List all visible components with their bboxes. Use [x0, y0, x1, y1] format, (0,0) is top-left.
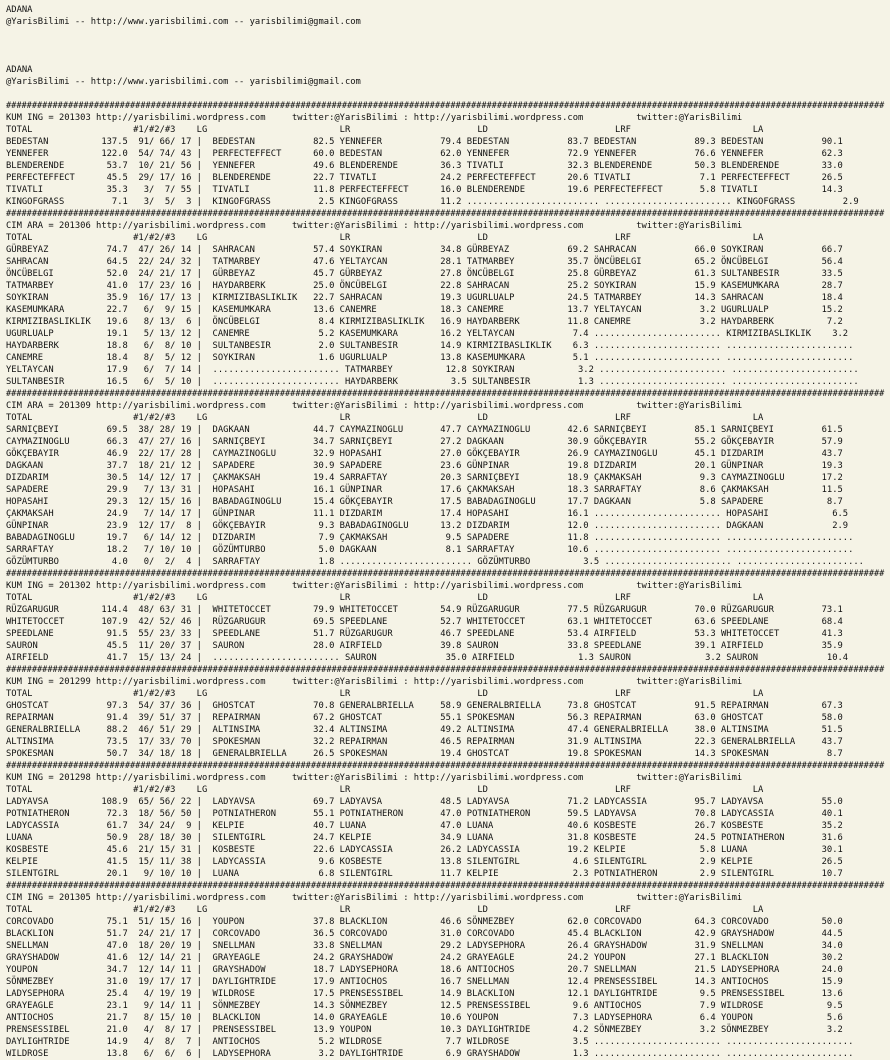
table-row: ÖNCÜBELGI 52.0 24/ 21/ 17 | GÜRBEYAZ 45.7 GÜRBEYAZ 27.8 ÖNCÜBELGI 25.8 GÜRBEYAZ 61.3 SULTANBESIR 33.5	[6, 269, 843, 279]
table-row: CANEMRE 18.4 8/ 5/ 12 | SOYKIRAN 1.6 UGURLUALP 13.8 KASEMUMKARA 5.1 ........................ ........................	[6, 353, 854, 363]
spacer	[6, 40, 890, 52]
table-row: DIZDARIM 30.5 14/ 12/ 17 | ÇAKMAKSAH 19.4 SARRAFTAY 20.3 SARNIÇBEYI 18.9 ÇAKMAKSAH 9.3 CAYMAZINOGLU 17.2	[6, 473, 843, 483]
table-row: GRAYSHADOW 41.6 12/ 14/ 21 | GRAYEAGLE 24.2 GRAYSHADOW 24.2 GRAYEAGLE 24.2 YOUPON 27.1 BLACKLION 30.2	[6, 953, 843, 963]
table-row: LUANA 50.9 28/ 18/ 30 | SILENTGIRL 24.7 KELPIE 34.9 LUANA 31.8 KOSBESTE 24.5 POTNIATHERON 31.6	[6, 833, 843, 843]
table-row: LADYSEPHORA 25.4 4/ 19/ 19 | WILDROSE 17.5 PRENSESSIBEL 14.9 BLACKLION 12.1 DAYLIGHTRIDE 9.5 PRENSESSIBEL 13.6	[6, 989, 843, 999]
table-row: GHOSTCAT 97.3 54/ 37/ 36 | GHOSTCAT 70.8 GENERALBRIELLA 58.9 GENERALBRIELLA 73.8 GHOSTCAT 91.5 REPAIRMAN 67.3	[6, 701, 843, 711]
table-row: TIVATLI 35.3 3/ 7/ 55 | TIVATLI 11.8 PERFECTEFFECT 16.0 BLENDERENDE 19.6 PERFECTEFFECT 5.8 TIVATLI 14.3	[6, 185, 843, 195]
column-header-row: TOTAL #1/#2/#3 LG LR LD LRF LA	[6, 233, 764, 243]
separator-rule: ##########################################################################################################################################################################	[6, 881, 885, 891]
separator-rule: ##########################################################################################################################################################################	[6, 389, 885, 399]
separator-rule: ##########################################################################################################################################################################	[6, 101, 885, 111]
column-header-row: TOTAL #1/#2/#3 LG LR LD LRF LA	[6, 689, 764, 699]
table-row: GÖKÇEBAYIR 46.9 22/ 17/ 28 | CAYMAZINOGLU 32.9 HOPASAHI 27.0 GÖKÇEBAYIR 26.9 CAYMAZINOGLU 45.1 DIZDARIM 43.7	[6, 449, 843, 459]
table-row: SPEEDLANE 91.5 55/ 23/ 33 | SPEEDLANE 51.7 RÜZGARUGUR 46.7 SPEEDLANE 53.4 AIRFIELD 53.3 WHITETOCCET 41.3	[6, 629, 843, 639]
table-row: KASEMUMKARA 22.7 6/ 9/ 15 | KASEMUMKARA 13.6 CANEMRE 18.3 CANEMRE 13.7 YELTAYCAN 3.2 UGURLUALP 15.2	[6, 305, 843, 315]
table-row: SAURON 45.5 11/ 20/ 37 | SAURON 28.0 AIRFIELD 39.8 SAURON 33.8 SPEEDLANE 39.1 AIRFIELD 35.9	[6, 641, 843, 651]
table-row: AIRFIELD 41.7 15/ 13/ 24 | ........................ SAURON 35.0 AIRFIELD 1.3 SAURON 3.2 SAURON 10.4	[6, 653, 849, 663]
section-title: CIM ARA = 201306 http://yarisbilimi.wordpress.com twitter:@YarisBilimi : http://yarisbilimi.wordpress.com twitter:@YarisBilimi	[6, 221, 743, 231]
table-row: GRAYEAGLE 23.1 9/ 14/ 11 | SÖNMEZBEY 14.3 SÖNMEZBEY 12.5 PRENSESSIBEL 9.6 ANTIOCHOS 7.9 WILDROSE 9.5	[6, 1001, 843, 1011]
table-row: BLENDERENDE 53.7 10/ 21/ 56 | YENNEFER 49.6 BLENDERENDE 36.3 TIVATLI 32.3 BLENDERENDE 50.3 BLENDERENDE 33.0	[6, 161, 843, 171]
table-row: GÖZÜMTURBO 4.0 0/ 2/ 4 | SARRAFTAY 1.8 ......................... GÖZÜMTURBO 3.5 ........................ ........................	[6, 557, 864, 567]
separator-rule: ##########################################################################################################################################################################	[6, 209, 885, 219]
table-row: SAPADERE 29.9 7/ 13/ 31 | HOPASAHI 16.1 GÜNPINAR 17.6 ÇAKMAKSAH 18.3 SARRAFTAY 8.6 ÇAKMAKSAH 11.5	[6, 485, 843, 495]
column-header-row: TOTAL #1/#2/#3 LG LR LD LRF LA	[6, 125, 764, 135]
table-row: GÜRBEYAZ 74.7 47/ 26/ 14 | SAHRACAN 57.4 SOYKIRAN 34.8 GÜRBEYAZ 69.2 SAHRACAN 66.0 SOYKIRAN 66.7	[6, 245, 843, 255]
table-row: SOYKIRAN 35.9 16/ 17/ 13 | KIRMIZIBASLIKLIK 22.7 SAHRACAN 19.3 UGURLUALP 24.5 TATMARBEY 14.3 SAHRACAN 18.4	[6, 293, 843, 303]
table-row: ANTIOCHOS 21.7 8/ 15/ 10 | BLACKLION 14.0 GRAYEAGLE 10.6 YOUPON 7.3 LADYSEPHORA 6.4 YOUPON 5.6	[6, 1013, 843, 1023]
column-header-row: TOTAL #1/#2/#3 LG LR LD LRF LA	[6, 905, 764, 915]
byline: @YarisBilimi -- http://www.yarisbilimi.com -- yarisbilimi@gmail.com	[6, 17, 361, 27]
column-header-row: TOTAL #1/#2/#3 LG LR LD LRF LA	[6, 593, 764, 603]
table-row: YELTAYCAN 17.9 6/ 7/ 14 | ........................ TATMARBEY 12.8 SOYKIRAN 3.2 ........................ ........................	[6, 365, 859, 375]
page-title: ADANA	[6, 65, 33, 75]
table-row: PERFECTEFFECT 45.5 29/ 17/ 16 | BLENDERENDE 22.7 TIVATLI 24.2 PERFECTEFFECT 20.6 TIVATLI 7.1 PERFECTEFFECT 26.5	[6, 173, 843, 183]
section-title: CIM ING = 201305 http://yarisbilimi.wordpress.com twitter:@YarisBilimi : http://yarisbilimi.wordpress.com twitter:@YarisBilimi	[6, 893, 743, 903]
table-row: CAYMAZINOGLU 66.3 47/ 27/ 16 | SARNIÇBEYI 34.7 SARNIÇBEYI 27.2 DAGKAAN 30.9 GÖKÇEBAYIR 55.2 GÖKÇEBAYIR 57.9	[6, 437, 843, 447]
section-title: KUM ING = 201303 http://yarisbilimi.wordpress.com twitter:@YarisBilimi : http://yarisbilimi.wordpress.com twitter:@YarisBilimi	[6, 113, 743, 123]
separator-rule: ##########################################################################################################################################################################	[6, 665, 885, 675]
table-row: BLACKLION 51.7 24/ 21/ 17 | CORCOVADO 36.5 CORCOVADO 31.0 CORCOVADO 45.4 BLACKLION 42.9 GRAYSHADOW 44.5	[6, 929, 843, 939]
section-title: KUM ING = 201302 http://yarisbilimi.wordpress.com twitter:@YarisBilimi : http://yarisbilimi.wordpress.com twitter:@YarisBilimi	[6, 581, 743, 591]
table-row: GENERALBRIELLA 88.2 46/ 51/ 29 | ALTINSIMA 32.4 ALTINSIMA 49.2 ALTINSIMA 47.4 GENERALBRIELLA 38.0 ALTINSIMA 51.5	[6, 725, 843, 735]
spacer	[6, 88, 890, 100]
table-row: SULTANBESIR 16.5 6/ 5/ 10 | ........................ HAYDARBERK 3.5 SULTANBESIR 1.3 ........................ ........................	[6, 377, 859, 387]
table-row: HAYDARBERK 18.8 6/ 8/ 10 | SULTANBESIR 2.0 SULTANBESIR 14.9 KIRMIZIBASLIKLIK 6.3 ........................ ........................	[6, 341, 854, 351]
table-row: BEDESTAN 137.5 91/ 66/ 17 | BEDESTAN 82.5 YENNEFER 79.4 BEDESTAN 83.7 BEDESTAN 89.3 BEDESTAN 90.1	[6, 137, 843, 147]
table-row: DAYLIGHTRIDE 14.9 4/ 8/ 7 | ANTIOCHOS 5.2 WILDROSE 7.7 WILDROSE 3.5 ........................ ........................	[6, 1037, 854, 1047]
table-row: TATMARBEY 41.0 17/ 23/ 16 | HAYDARBERK 25.0 ÖNCÜBELGI 22.8 SAHRACAN 25.2 SOYKIRAN 15.9 KASEMUMKARA 28.7	[6, 281, 843, 291]
table-row: GÜNPINAR 23.9 12/ 17/ 8 | GÖKÇEBAYIR 9.3 BABADAGINOGLU 13.2 DIZDARIM 12.0 ........................ DAGKAAN 2.9	[6, 521, 849, 531]
table-row: ÇAKMAKSAH 24.9 7/ 14/ 17 | GÜNPINAR 11.1 DIZDARIM 17.4 HOPASAHI 16.1 ........................ HOPASAHI 6.5	[6, 509, 849, 519]
table-row: BABADAGINOGLU 19.7 6/ 14/ 12 | DIZDARIM 7.9 ÇAKMAKSAH 9.5 SAPADERE 11.8 ........................ ........................	[6, 533, 854, 543]
section-title: KUM ING = 201298 http://yarisbilimi.wordpress.com twitter:@YarisBilimi : http://yarisbilimi.wordpress.com twitter:@YarisBilimi	[6, 773, 743, 783]
table-row: KIRMIZIBASLIKLIK 19.6 8/ 13/ 6 | ÖNCÜBELGI 8.4 KIRMIZIBASLIKLIK 16.9 HAYDARBERK 11.8 CANEMRE 3.2 HAYDARBERK 7.2	[6, 317, 843, 327]
column-header-row: TOTAL #1/#2/#3 LG LR LD LRF LA	[6, 785, 764, 795]
table-row: SARRAFTAY 18.2 7/ 10/ 10 | GÖZÜMTURBO 5.0 DAGKAAN 8.1 SARRAFTAY 10.6 ........................ ........................	[6, 545, 854, 555]
table-row: SNELLMAN 47.0 18/ 20/ 19 | SNELLMAN 33.8 SNELLMAN 29.2 LADYSEPHORA 26.4 GRAYSHADOW 31.9 SNELLMAN 34.0	[6, 941, 843, 951]
table-row: HOPASAHI 29.3 12/ 15/ 16 | BABADAGINOGLU 15.4 GÖKÇEBAYIR 17.5 BABADAGINOGLU 17.7 DAGKAAN 5.8 SAPADERE 8.7	[6, 497, 843, 507]
section-title: KUM ING = 201299 http://yarisbilimi.wordpress.com twitter:@YarisBilimi : http://yarisbilimi.wordpress.com twitter:@YarisBilimi	[6, 677, 743, 687]
table-row: ALTINSIMA 73.5 17/ 33/ 70 | SPOKESMAN 32.2 REPAIRMAN 46.5 REPAIRMAN 31.9 ALTINSIMA 22.3 GENERALBRIELLA 43.7	[6, 737, 843, 747]
table-row: DAGKAAN 37.7 18/ 21/ 12 | SAPADERE 30.9 SAPADERE 23.6 GÜNPINAR 19.8 DIZDARIM 20.1 GÜNPINAR 19.3	[6, 461, 843, 471]
table-row: RÜZGARUGUR 114.4 48/ 63/ 31 | WHITETOCCET 79.9 WHITETOCCET 54.9 RÜZGARUGUR 77.5 RÜZGARUGUR 70.0 RÜZGARUGUR 73.1	[6, 605, 843, 615]
table-row: PRENSESSIBEL 21.0 4/ 8/ 17 | PRENSESSIBEL 13.9 YOUPON 10.3 DAYLIGHTRIDE 4.2 SÖNMEZBEY 3.2 SÖNMEZBEY 3.2	[6, 1025, 843, 1035]
table-row: KELPIE 41.5 15/ 11/ 38 | LADYCASSIA 9.6 KOSBESTE 13.8 SILENTGIRL 4.6 SILENTGIRL 2.9 KELPIE 26.5	[6, 857, 843, 867]
table-row: UGURLUALP 19.1 5/ 13/ 12 | CANEMRE 5.2 KASEMUMKARA 16.2 YELTAYCAN 7.4 ........................ KIRMIZIBASLIKLIK 3.2	[6, 329, 849, 339]
table-row: YENNEFER 122.0 54/ 74/ 43 | PERFECTEFFECT 60.0 BEDESTAN 62.0 YENNEFER 72.9 YENNEFER 76.6 YENNEFER 62.3	[6, 149, 843, 159]
byline: @YarisBilimi -- http://www.yarisbilimi.com -- yarisbilimi@gmail.com	[6, 77, 361, 87]
table-row: LADYAVSA 108.9 65/ 56/ 22 | LADYAVSA 69.7 LADYAVSA 48.5 LADYAVSA 71.2 LADYCASSIA 95.7 LADYAVSA 55.0	[6, 797, 843, 807]
table-row: REPAIRMAN 91.4 39/ 51/ 37 | REPAIRMAN 67.2 GHOSTCAT 55.1 SPOKESMAN 56.3 REPAIRMAN 63.0 GHOSTCAT 58.0	[6, 713, 843, 723]
table-row: POTNIATHERON 72.3 18/ 56/ 50 | POTNIATHERON 55.1 POTNIATHERON 47.0 POTNIATHERON 59.5 LADYAVSA 70.8 LADYCASSIA 40.1	[6, 809, 843, 819]
table-row: YOUPON 34.7 12/ 14/ 11 | GRAYSHADOW 18.7 LADYSEPHORA 18.6 ANTIOCHOS 20.7 SNELLMAN 21.5 LADYSEPHORA 24.0	[6, 965, 843, 975]
table-row: CORCOVADO 75.1 51/ 15/ 16 | YOUPON 37.8 BLACKLION 46.6 SÖNMEZBEY 62.0 CORCOVADO 64.3 CORCOVADO 50.0	[6, 917, 843, 927]
table-row: KOSBESTE 45.6 21/ 15/ 31 | KOSBESTE 22.6 LADYCASSIA 26.2 LADYCASSIA 19.2 KELPIE 5.8 LUANA 30.1	[6, 845, 843, 855]
table-row: SARNIÇBEYI 69.5 38/ 28/ 19 | DAGKAAN 44.7 CAYMAZINOGLU 47.7 CAYMAZINOGLU 42.6 SARNIÇBEYI 85.1 SARNIÇBEYI 61.5	[6, 425, 843, 435]
table-row: WHITETOCCET 107.9 42/ 52/ 46 | RÜZGARUGUR 69.5 SPEEDLANE 52.7 WHITETOCCET 63.1 WHITETOCCET 63.6 SPEEDLANE 68.4	[6, 617, 843, 627]
table-row: LADYCASSIA 61.7 34/ 24/ 9 | KELPIE 40.7 LUANA 47.0 LUANA 40.6 KOSBESTE 26.7 KOSBESTE 35.2	[6, 821, 843, 831]
table-row: SAHRACAN 64.5 22/ 24/ 32 | TATMARBEY 47.6 YELTAYCAN 28.1 TATMARBEY 35.7 ÖNCÜBELGI 65.2 ÖNCÜBELGI 56.4	[6, 257, 843, 267]
spacer	[6, 52, 890, 64]
separator-rule: ##########################################################################################################################################################################	[6, 569, 885, 579]
column-header-row: TOTAL #1/#2/#3 LG LR LD LRF LA	[6, 413, 764, 423]
table-row: SPOKESMAN 50.7 34/ 18/ 18 | GENERALBRIELLA 26.5 SPOKESMAN 19.4 GHOSTCAT 19.8 SPOKESMAN 14.3 SPOKESMAN 8.7	[6, 749, 843, 759]
table-row: SÖNMEZBEY 31.0 19/ 17/ 17 | DAYLIGHTRIDE 17.9 ANTIOCHOS 16.7 SNELLMAN 12.4 PRENSESSIBEL 14.3 ANTIOCHOS 15.9	[6, 977, 843, 987]
spacer	[6, 28, 890, 40]
table-row: SILENTGIRL 20.1 9/ 10/ 10 | LUANA 6.8 SILENTGIRL 11.7 KELPIE 2.3 POTNIATHERON 2.9 SILENTGIRL 10.7	[6, 869, 843, 879]
section-title: CIM ARA = 201309 http://yarisbilimi.wordpress.com twitter:@YarisBilimi : http://yarisbilimi.wordpress.com twitter:@YarisBilimi	[6, 401, 743, 411]
separator-rule: ##########################################################################################################################################################################	[6, 761, 885, 771]
table-row: KINGOFGRASS 7.1 3/ 5/ 3 | KINGOFGRASS 2.5 KINGOFGRASS 11.2 ......................... ........................ KINGOFGRASS 2.9	[6, 197, 859, 207]
page-title: ADANA	[6, 5, 33, 15]
race-sections	[6, 100, 890, 1059]
table-row: WILDROSE 13.8 6/ 6/ 6 | LADYSEPHORA 3.2 DAYLIGHTRIDE 6.9 GRAYSHADOW 1.3 ........................ ........................	[6, 1049, 854, 1059]
